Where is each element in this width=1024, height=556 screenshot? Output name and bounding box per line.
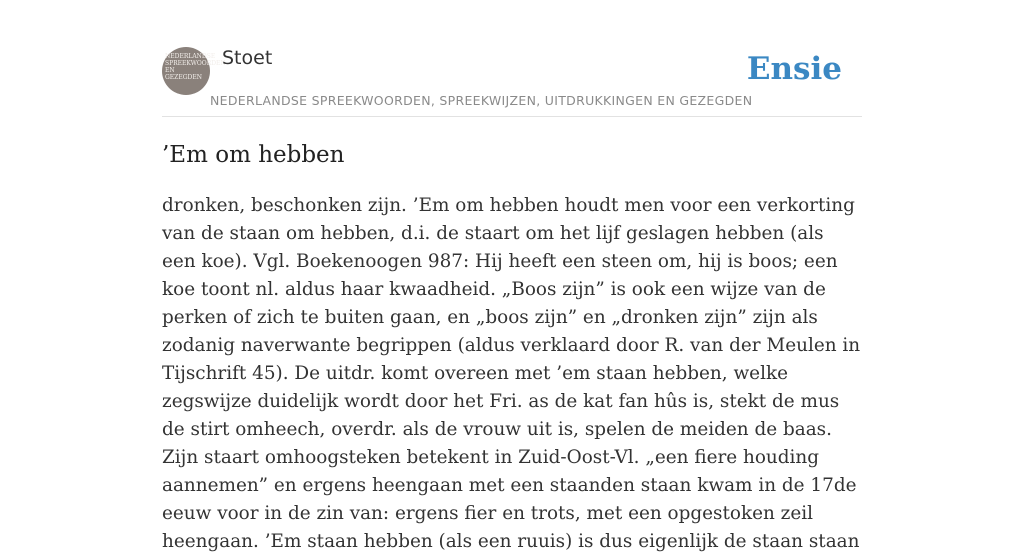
author-name[interactable]: Stoet (222, 47, 273, 69)
ensie-logo-link[interactable]: Ensie (746, 51, 842, 87)
page-title: ’Em om hebben (162, 142, 345, 168)
article-body: dronken, beschonken zijn. ’Em om hebben houdt men voor een verkorting van de staan om hebben, d.i. de staart om het lijf geslagen hebben (als een koe). Vgl. Boekenoogen 987: Hij heeft een steen om, hij is boos; een koe toont nl. aldus haar kwaadheid. „Boos zijn” is ook een wijze van de perken of zich te buiten gaan, en „boos zijn” en „dronken zijn” zijn als zodanig naverwante begrippen (aldus verklaard door R. van der Meulen in Tijschrift 45). De uitdr. komt overeen met ’em staan hebben, welke zegswijze duidelijk wordt door het Fri. as de kat fan hûs is, stekt de mus de stirt omheech, overdr. als de vrouw uit is, spelen de meiden de baas. Zijn staart omhoogsteken betekent in Zuid-Oost-Vl. „een fiere houding aannemen” en ergens heengaan met een staanden staan kwam in de 17de eeuw voor in de zin van: ergens fier en trots, met een opgestoken zeil heengaan. ’Em staan hebben (als een ruuis) is dus eigenlijk de staan staan (162, 195, 861, 552)
page-container (162, 0, 862, 552)
header (162, 0, 862, 117)
avatar-logo-text: NEDERLANDSE SPREEKWOORDEN EN GEZEGDEN (165, 53, 226, 81)
avatar[interactable] (162, 47, 226, 95)
source-subtitle[interactable]: NEDERLANDSE SPREEKWOORDEN, SPREEKWIJZEN, UITDRUKKINGEN EN GEZEGDEN (210, 93, 753, 108)
